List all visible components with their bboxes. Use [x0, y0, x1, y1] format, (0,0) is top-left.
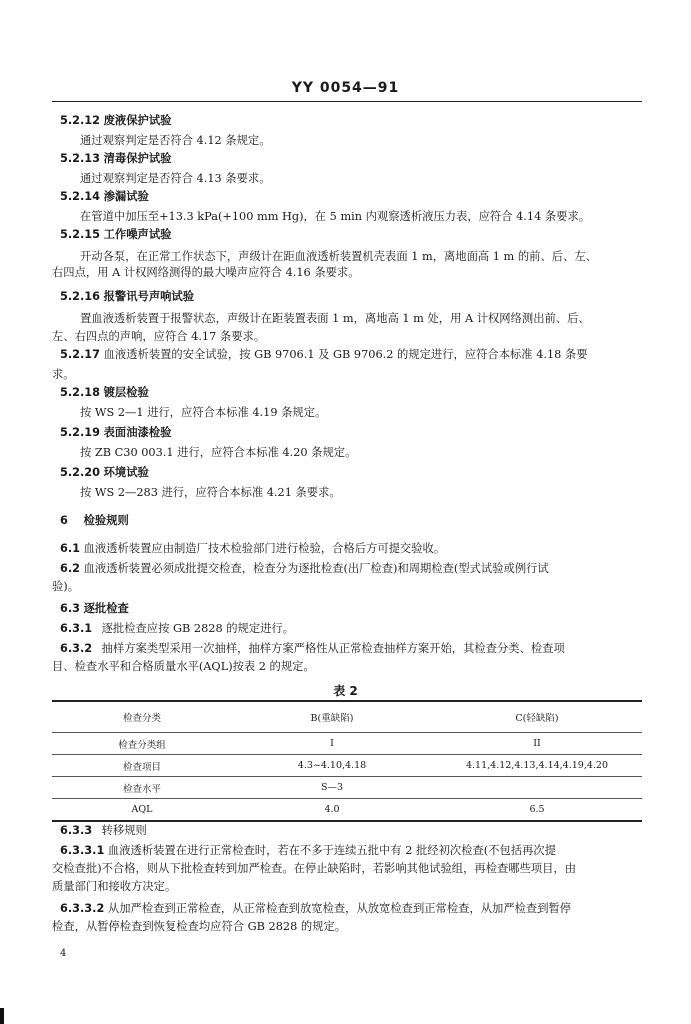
clause-title: 表面油漆检验	[103, 426, 172, 439]
clause-title: 清毒保护试验	[103, 152, 172, 165]
clause-text: 血液透析装置的安全试验，按 GB 9706.1 及 GB 9706.2 的规定进行，应符合本标准 4.18 条要	[103, 348, 588, 361]
clause-line	[60, 602, 129, 616]
clause-number: 6.3.1	[60, 622, 93, 635]
clause-line	[60, 426, 171, 440]
clause-text-line	[80, 406, 326, 420]
clause-line	[60, 348, 588, 362]
scan-edge-mark	[0, 1008, 4, 1024]
table-cell: AQL	[52, 799, 232, 822]
clause-text: 按 WS 2—1 进行，应符合本标准 4.19 条规定。	[80, 406, 327, 419]
table-cell: S—3	[232, 777, 432, 799]
clause-text-line	[80, 446, 356, 460]
clause-text: 血液透析装置应由制造厂技术检验部门进行检验，合格后方可提交验收。	[83, 542, 446, 555]
table-caption: 表 2	[333, 684, 358, 698]
clause-text: 按 WS 2—283 进行，应符合本标准 4.21 条要求。	[80, 486, 341, 499]
clause-text-line	[52, 330, 265, 344]
clause-line	[60, 228, 171, 242]
clause-number: 6.1	[60, 542, 81, 555]
clause-number: 6	[60, 514, 68, 527]
inspection-table	[52, 700, 642, 822]
clause-number: 6.3	[60, 602, 81, 615]
clause-text: 目、检查水平和合格质量水平(AQL)按表 2 的规定。	[52, 660, 315, 673]
table-cell: 4.0	[232, 799, 432, 822]
clause-title: 镀层检验	[103, 386, 149, 399]
clause-text: 从加严检查到正常检查，从正常检查到放宽检查，从放宽检查到正常检查，从加严检查到暂停	[107, 902, 572, 915]
clause-text-line	[52, 580, 79, 594]
clause-number: 5.2.15	[60, 228, 101, 241]
clause-line	[60, 114, 171, 128]
clause-text: 开动各泵，在正常工作状态下，声级计在距血液透析装置机壳表面 1 m，离地面高 1 m 的前、后、左、	[80, 250, 597, 263]
clause-text: 求。	[52, 368, 75, 381]
clause-text-line	[52, 920, 346, 934]
clause-line	[60, 642, 565, 656]
clause-number: 5.2.16	[60, 290, 101, 303]
clause-text: 通过观察判定是否符合 4.12 条规定。	[80, 134, 271, 147]
clause-line	[60, 190, 149, 204]
table-cell	[432, 777, 642, 799]
clause-number: 5.2.20	[60, 466, 101, 479]
table-header-cell: 检查分类	[52, 701, 232, 733]
clause-title: 工作噪声试验	[103, 228, 172, 241]
clause-number: 6.3.2	[60, 642, 93, 655]
clause-text-line	[80, 486, 341, 500]
clause-text-line	[52, 880, 176, 894]
clause-text-line	[52, 266, 360, 280]
clause-line	[60, 152, 171, 166]
clause-text: 交检查批)不合格，则从下批检查转到加严检查。在停止缺陷时，若影响其他试验组，再检查哪些项目，由	[52, 862, 577, 875]
table-header-cell: B(重缺陷)	[232, 701, 432, 733]
clause-number: 5.2.19	[60, 426, 101, 439]
clause-line	[60, 824, 147, 838]
clause-title: 逐批检查	[83, 602, 129, 615]
clause-line	[60, 466, 149, 480]
clause-text-line	[80, 134, 271, 148]
clause-text: 转移规则	[101, 824, 147, 837]
table-row	[52, 733, 642, 755]
clause-text: 逐批检查应按 GB 2828 的规定进行。	[101, 622, 295, 635]
clause-text-line	[80, 312, 590, 326]
clause-text: 在管道中加压至+13.3 kPa(+100 mm Hg)，在 5 min 内观察透析液压力表，应符合 4.14 条要求。	[80, 210, 591, 223]
clause-text: 按 ZB C30 003.1 进行，应符合本标准 4.20 条规定。	[80, 446, 357, 459]
clause-number: 5.2.14	[60, 190, 101, 203]
clause-line	[60, 290, 194, 304]
clause-number: 6.3.3.1	[60, 844, 105, 857]
clause-text: 血液透析装置在进行正常检查时，若在不多于连续五批中有 2 批经初次检查(不包括再次提	[107, 844, 556, 857]
clause-number: 5.2.12	[60, 114, 101, 127]
clause-number: 6.3.3	[60, 824, 93, 837]
clause-title: 环境试验	[103, 466, 149, 479]
clause-line	[60, 514, 129, 528]
clause-line	[60, 542, 445, 556]
clause-text-line	[52, 660, 315, 674]
clause-title: 渗漏试验	[103, 190, 149, 203]
clause-text: 血液透析装置必须成批提交检查，检查分为逐批检查(出厂检查)和周期检查(型式试验或例行试	[83, 562, 549, 575]
clause-text-line	[80, 172, 271, 186]
clause-text: 质量部门和接收方决定。	[52, 880, 177, 893]
header-rule	[52, 101, 642, 102]
clause-text-line	[80, 210, 590, 224]
page-number: 4	[60, 948, 67, 959]
clause-line	[60, 386, 149, 400]
clause-text-line	[80, 250, 597, 264]
clause-text: 通过观察判定是否符合 4.13 条要求。	[80, 172, 271, 185]
clause-line	[60, 622, 294, 636]
table-row	[52, 777, 642, 799]
clause-text: 验)。	[52, 580, 80, 593]
clause-text: 置血液透析装置于报警状态，声级计在距装置表面 1 m，离地高 1 m 处，用 A 计权网络测出前、后、	[80, 312, 590, 325]
clause-text: 抽样方案类型采用一次抽样，抽样方案严格性从正常检查抽样方案开始，其检查分类、检查项	[101, 642, 565, 655]
clause-title: 报警讯号声响试验	[103, 290, 195, 303]
table-cell: 检查水平	[52, 777, 232, 799]
clause-text: 右四点，用 A 计权网络测得的最大噪声应符合 4.16 条要求。	[52, 266, 360, 279]
table-row	[52, 755, 642, 777]
table-cell: II	[432, 733, 642, 755]
table-cell: I	[232, 733, 432, 755]
table-cell: 检查分类组	[52, 733, 232, 755]
clause-text-line	[52, 368, 75, 382]
clause-text: 左、右四点的声响，应符合 4.17 条要求。	[52, 330, 266, 343]
clause-number: 5.2.13	[60, 152, 101, 165]
clause-title: 废液保护试验	[103, 114, 172, 127]
clause-line	[60, 562, 549, 576]
standard-code-header: YY 0054—91	[291, 80, 400, 96]
clause-number: 6.3.3.2	[60, 902, 105, 915]
table-row	[52, 799, 642, 822]
table-cell: 4.11,4.12,4.13,4.14,4.19,4.20	[432, 755, 642, 777]
table-cell: 4.3~4.10,4.18	[232, 755, 432, 777]
clause-number: 5.2.18	[60, 386, 101, 399]
table-header-row	[52, 701, 642, 733]
table-header-cell: C(轻缺陷)	[432, 701, 642, 733]
clause-number: 6.2	[60, 562, 81, 575]
clause-line	[60, 844, 556, 858]
table-cell: 检查项目	[52, 755, 232, 777]
clause-text-line	[52, 862, 576, 876]
clause-number: 5.2.17	[60, 348, 101, 361]
clause-text: 检查，从暂停检查到恢复检查均应符合 GB 2828 的规定。	[52, 920, 347, 933]
clause-title: 检验规则	[83, 514, 129, 527]
clause-line	[60, 902, 571, 916]
table-cell: 6.5	[432, 799, 642, 822]
